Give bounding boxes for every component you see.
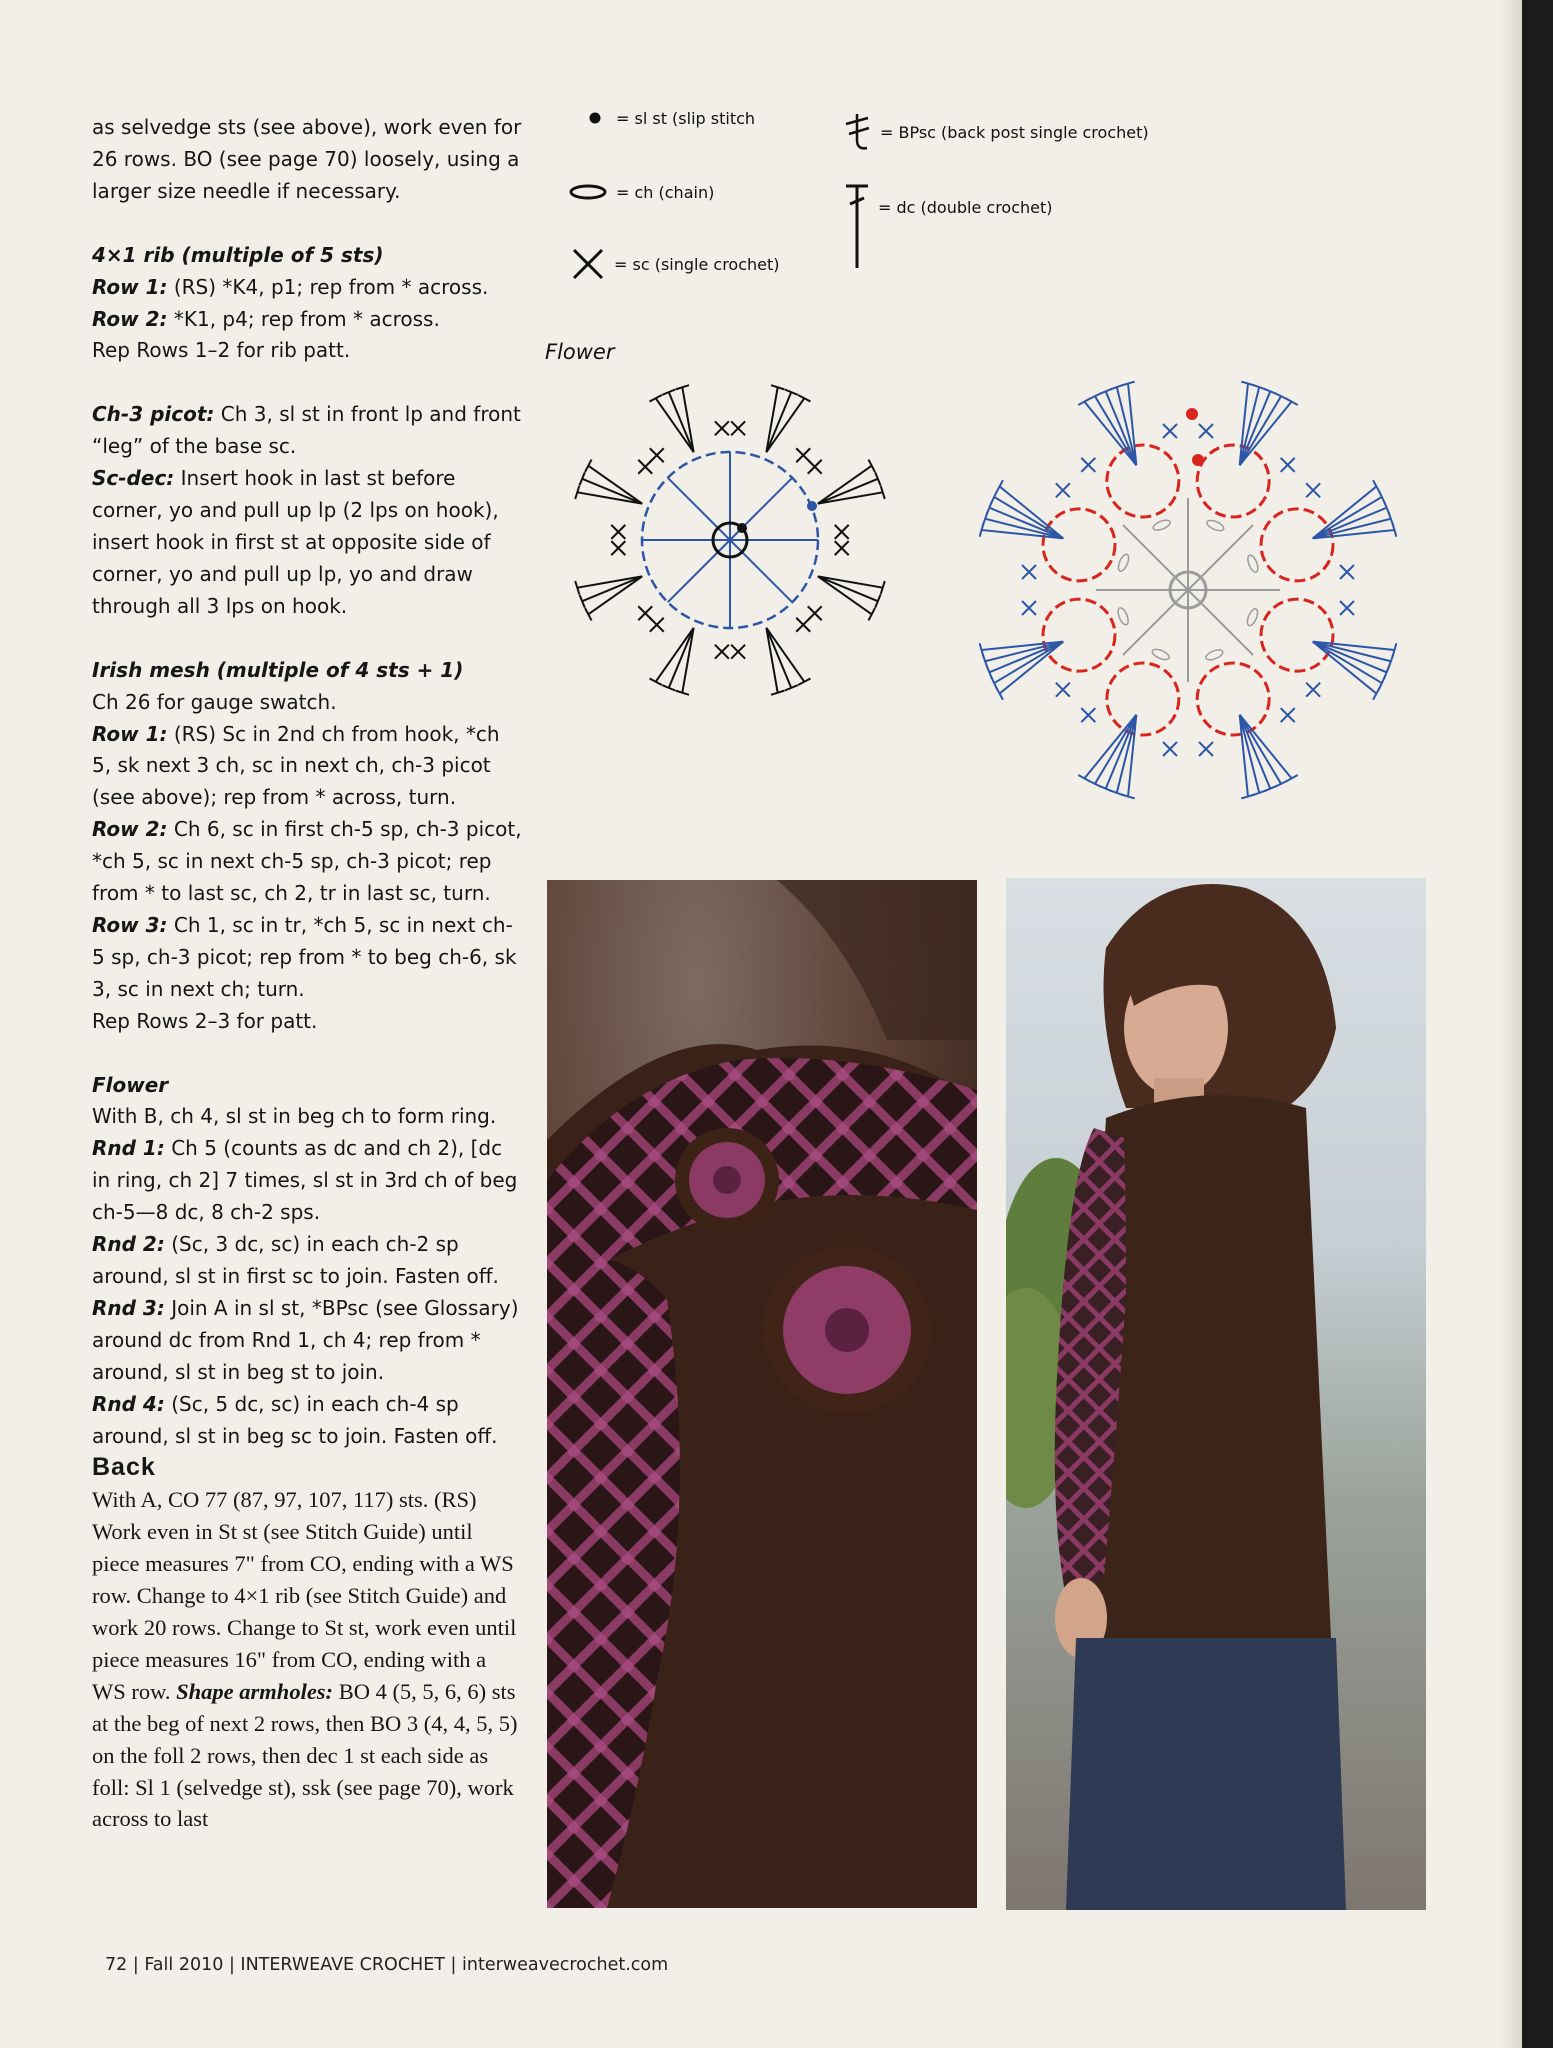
legend-sc: = sc (single crochet) <box>568 244 780 284</box>
slip-stitch-mark <box>807 501 817 511</box>
red-chain-loop-mark <box>1107 445 1179 517</box>
dc-top-bar <box>650 678 662 684</box>
dc-top-bar <box>1373 687 1380 699</box>
dc-top-bar <box>798 395 810 401</box>
slip-stitch-mark <box>1186 408 1198 420</box>
chain-mark <box>1205 518 1225 532</box>
sc-stitch-mark <box>1056 683 1070 697</box>
chain-mark <box>1245 607 1259 627</box>
spoke-mark <box>730 540 792 602</box>
sc-stitch-mark <box>835 541 849 555</box>
back-heading: Back <box>92 1453 156 1482</box>
flower-diagram-rounds-1-4 <box>960 370 1440 830</box>
chain-mark <box>1204 648 1224 662</box>
spoke-mark <box>1188 525 1253 590</box>
chain-icon <box>566 180 610 204</box>
sc-stitch-mark <box>796 618 810 632</box>
slip-stitch-mark <box>737 523 747 533</box>
legend-dc: = dc (double crochet) <box>842 182 1053 272</box>
legend-ch: = ch (chain) <box>566 180 714 204</box>
photo-back-detail <box>547 880 977 1908</box>
dc-top-bar <box>868 460 874 472</box>
chain-mark <box>1116 606 1130 626</box>
slip-stitch-icon <box>580 106 610 130</box>
sc-stitch-mark <box>611 541 625 555</box>
dc-top-bar <box>868 608 874 620</box>
double-crochet-icon <box>842 182 872 272</box>
dc-top-bar <box>1078 775 1090 782</box>
sc-stitch-mark <box>808 460 822 474</box>
red-chain-loop-mark <box>1043 599 1115 671</box>
red-chain-loop-mark <box>1261 509 1333 581</box>
rib-row-2: Row 2: *K1, p4; rep from * across. <box>92 306 440 331</box>
sc-stitch-mark <box>1306 483 1320 497</box>
picot-definition: Ch-3 picot: Ch 3, sl st in front lp and front “leg” of the base sc. <box>92 402 521 459</box>
mesh-heading: Irish mesh (multiple of 4 sts + 1) <box>92 657 464 682</box>
flower-rnd-2: Rnd 2: (Sc, 3 dc, sc) in each ch-2 sp around, sl st in first sc to join. Fasten off. <box>92 1232 499 1288</box>
sc-stitch-mark <box>1340 601 1354 615</box>
sc-stitch-mark <box>1281 458 1295 472</box>
magazine-name: INTERWEAVE CROCHET <box>240 1955 445 1975</box>
sc-stitch-mark <box>1022 601 1036 615</box>
mesh-chain: Ch 26 for gauge swatch. <box>92 689 337 714</box>
legend-bpsc: = BPsc (back post single crochet) <box>840 110 1149 154</box>
red-chain-loop-mark <box>1197 663 1269 735</box>
page-number: 72 <box>105 1955 128 1975</box>
sc-stitch-mark <box>1081 708 1095 722</box>
rib-heading: 4×1 rib (multiple of 5 sts) <box>92 242 384 267</box>
diagram-title: Flower <box>545 340 615 364</box>
sc-stitch-mark <box>638 606 652 620</box>
dc-top-bar <box>1285 398 1297 405</box>
red-chain-loop-mark <box>1043 509 1115 581</box>
flower-heading: Flower <box>92 1072 169 1097</box>
red-chain-loop-mark <box>1261 599 1333 671</box>
sc-stitch-mark <box>835 525 849 539</box>
spoke-mark <box>1188 590 1253 655</box>
sc-stitch-mark <box>1340 565 1354 579</box>
mesh-row-1: Row 1: (RS) Sc in 2nd ch from hook, *ch 5, sk next 3 ch, sc in next ch, ch-3 picot (see above); rep from * across, turn. <box>92 721 500 810</box>
photo-model-back <box>1006 878 1426 1910</box>
website-url: interweavecrochet.com <box>462 1955 669 1975</box>
intro-paragraph: as selvedge sts (see above), work even for 26 rows. BO (see page 70) loosely, using a larger size needle if necessary. <box>92 115 522 203</box>
sc-stitch-mark <box>1199 424 1213 438</box>
sc-stitch-mark <box>1163 742 1177 756</box>
mesh-row-3: Row 3: Ch 1, sc in tr, *ch 5, sc in next ch-5 sp, ch-3 picot; rep from * to beg ch-6, sk 3, sc in next ch; turn. <box>92 912 517 1001</box>
sc-stitch-mark <box>715 645 729 659</box>
chain-mark <box>1152 518 1172 532</box>
sc-stitch-mark <box>715 421 729 435</box>
page-footer: 72 | Fall 2010 | INTERWEAVE CROCHET | interweavecrochet.com <box>105 1955 669 1975</box>
flower-rnd-3: Rnd 3: Join A in sl st, *BPsc (see Glossary) around dc from Rnd 1, ch 4; rep from * around, sl st in beg st to join. <box>92 1295 519 1384</box>
dc-top-bar <box>585 608 591 620</box>
back-instructions: With A, CO 77 (87, 97, 107, 117) sts. (RS) Work even in St st (see Stitch Guide) until piece measures 7" from CO, ending with a WS row. Change to 4×1 rib (see Stitch Guide) and work 20 rows. Change to St st, work even until piece measures 16" from CO, ending with a WS row. Shape armholes: BO 4 (5, 5, 6, 6) sts at the beg of next 2 rows, then BO 3 (4, 4, 5, 5) on the foll 2 rows, then dec 1 st each side as foll: Sl 1 (selvedge st), ssk (see page 70), work across to last <box>92 1487 518 1832</box>
sc-stitch-mark <box>1022 565 1036 579</box>
sc-stitch-mark <box>1199 742 1213 756</box>
pattern-instructions <box>92 112 524 1835</box>
mesh-row-2: Row 2: Ch 6, sc in first ch-5 sp, ch-3 picot, *ch 5, sc in next ch-5 sp, ch-3 picot; rep from * to last sc, ch 2, tr in last sc, turn. <box>92 817 522 906</box>
sc-stitch-mark <box>731 645 745 659</box>
issue-label: Fall 2010 <box>144 1955 224 1975</box>
mesh-repeat: Rep Rows 2–3 for patt. <box>92 1008 318 1033</box>
legend-slst: = sl st (slip stitch <box>580 106 755 130</box>
flower-rnd-1: Rnd 1: Ch 5 (counts as dc and ch 2), [dc in ring, ch 2] 7 times, sl st in 3rd ch of beg ch-5—8 dc, 8 ch-2 sps. <box>92 1136 518 1225</box>
sc-stitch-mark <box>731 421 745 435</box>
dc-top-bar <box>798 678 810 684</box>
sc-stitch-mark <box>1056 483 1070 497</box>
sc-stitch-mark <box>1163 424 1177 438</box>
dc-top-bar <box>585 460 591 472</box>
sc-stitch-mark <box>1306 683 1320 697</box>
spoke-mark <box>1123 590 1188 655</box>
back-post-single-crochet-icon <box>840 110 874 154</box>
sc-stitch-mark <box>1081 458 1095 472</box>
slip-stitch-mark <box>1192 454 1204 466</box>
chain-mark <box>1151 647 1171 661</box>
scdec-definition: Sc-dec: Insert hook in last st before corner, yo and pull up lp (2 lps on hook), insert hook in first st at opposite side of corner, yo and pull up lp, yo and draw through all 3 lps on hook. <box>92 466 499 618</box>
rib-repeat: Rep Rows 1–2 for rib patt. <box>92 338 351 363</box>
flower-intro: With B, ch 4, sl st in beg ch to form ring. <box>92 1104 497 1129</box>
page-edge <box>1500 0 1522 2048</box>
symbol-key <box>560 98 1260 288</box>
flower-diagram-rounds-1-2 <box>545 370 915 710</box>
chain-mark <box>1116 553 1130 573</box>
chain-mark <box>1246 554 1260 574</box>
spoke-mark <box>1123 525 1188 590</box>
spoke-mark <box>668 540 730 602</box>
spoke-mark <box>668 478 730 540</box>
sc-stitch-mark <box>1281 708 1295 722</box>
red-chain-loop-mark <box>1197 445 1269 517</box>
flower-rnd-4: Rnd 4: (Sc, 5 dc, sc) in each ch-4 sp around, sl st in beg sc to join. Fasten off. <box>92 1391 498 1448</box>
dc-top-bar <box>996 480 1003 492</box>
red-chain-loop-mark <box>1107 663 1179 735</box>
dc-top-bar <box>650 395 662 401</box>
single-crochet-icon <box>568 244 608 284</box>
sc-stitch-mark <box>611 525 625 539</box>
sc-stitch-mark <box>650 448 664 462</box>
rib-row-1: Row 1: (RS) *K4, p1; rep from * across. <box>92 274 489 299</box>
